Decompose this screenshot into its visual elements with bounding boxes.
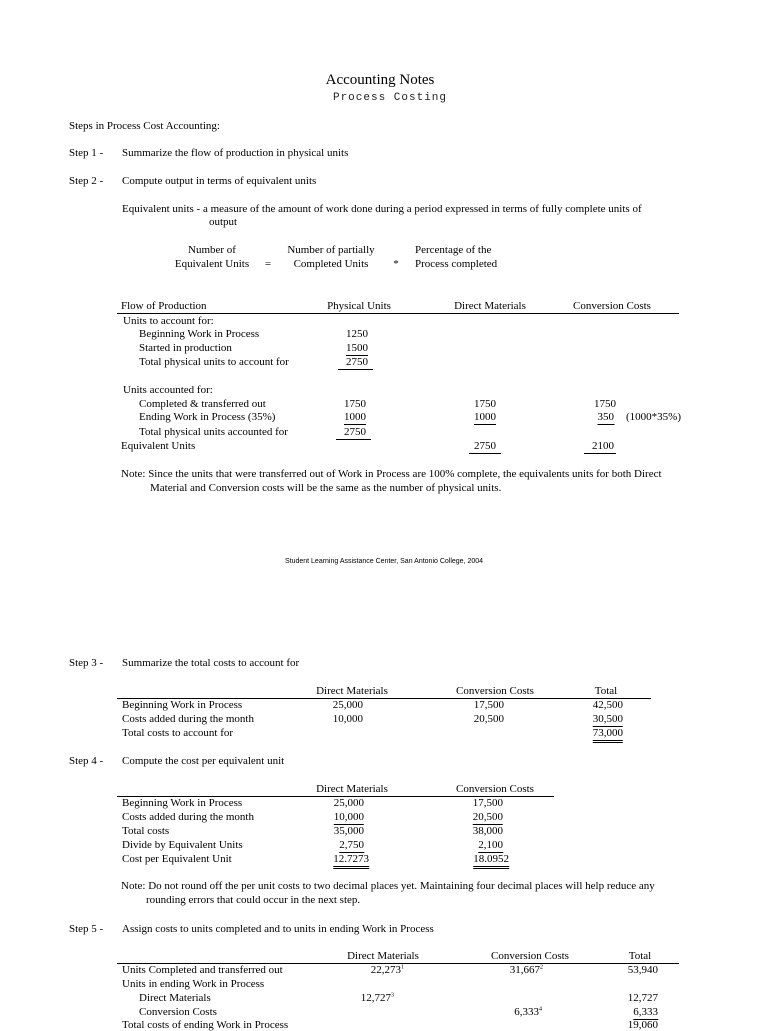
t3-header-total: Total [594, 685, 618, 697]
step3-text: Summarize the total costs to account for [122, 657, 300, 669]
flow-equivalent-label: Equivalent Units [121, 440, 196, 452]
flow-header-dm: Direct Materials [454, 300, 526, 312]
t5-row-label: Total costs of ending Work in Process [122, 1019, 289, 1031]
note2-line2: rounding errors that could occur in the next step. [146, 894, 361, 906]
t4-row-label: Cost per Equivalent Unit [122, 853, 232, 865]
t5-row-total: 53,940 [627, 964, 658, 976]
formula-b1: Number of partially [287, 244, 375, 256]
t3-row-cc: 20,500 [473, 713, 504, 725]
flow-row-dm: 1750 [474, 398, 496, 410]
t4-header-dm: Direct Materials [316, 783, 388, 795]
t3-row-label: Beginning Work in Process [122, 699, 243, 711]
t3-row-label: Total costs to account for [122, 727, 234, 739]
t5-row-total: 19,060 [627, 1019, 658, 1031]
flow-header-physical: Physical Units [327, 300, 391, 312]
t4-row-dm: 25,000 [333, 797, 364, 809]
flow-accounted-label: Units accounted for: [123, 384, 213, 396]
formula-c2: Process completed [415, 258, 498, 270]
t5-row-dm: 12,727$^3$ [360, 992, 394, 1004]
flow-header-cc: Conversion Costs [573, 300, 651, 312]
flow-row-label: Total physical units to account for [139, 356, 289, 368]
flow-equivalent-cc: 2100 [592, 440, 614, 452]
flow-row-label: Completed & transferred out [139, 398, 266, 410]
t4-row-cc: 2,100 [478, 839, 503, 851]
flow-row-note: (1000*35%) [626, 411, 681, 423]
t4-row-dm: 10,000 [333, 811, 364, 823]
t4-row-label: Divide by Equivalent Units [122, 839, 243, 851]
flow-row-dm: 1000 [474, 411, 496, 423]
t4-row-cc: 38,000 [472, 825, 503, 837]
step2-text: Compute output in terms of equivalent units [122, 175, 317, 187]
t3-row-total: 73,000 [593, 728, 623, 743]
step1-text: Summarize the flow of production in physical units [122, 147, 349, 159]
t4-row-label: Beginning Work in Process [122, 797, 243, 809]
t5-row-label: Conversion Costs [139, 1006, 217, 1018]
page-title: Accounting Notes [325, 72, 435, 88]
t3-row-dm: 25,000 [332, 699, 363, 711]
t5-header-cc: Conversion Costs [491, 950, 569, 962]
step3-label: Step 3 - [69, 657, 104, 669]
t5-header-total: Total [628, 950, 652, 962]
t3-header-dm: Direct Materials [316, 685, 388, 697]
t5-row-total: 12,727 [627, 992, 658, 1004]
t5-row-cc: 6,333$^4$ [514, 1006, 542, 1018]
flow-row-cc: 350 [597, 411, 614, 423]
t4-row-dm: 35,000 [333, 825, 364, 837]
flow-header-flow: Flow of Production [121, 300, 207, 312]
flow-equivalent-dm: 2750 [474, 440, 496, 452]
formula-a2: Equivalent Units [174, 258, 250, 270]
flow-row-physical: 1750 [344, 398, 366, 410]
formula-multiply: * [393, 258, 399, 270]
formula-b2: Completed Units [293, 258, 369, 270]
flow-row-physical: 2750 [346, 356, 368, 368]
t5-row-label: Units Completed and transferred out [122, 964, 283, 976]
definition-line1: Equivalent units - a measure of the amount of work done during a period expressed in terms of fully complete units of [122, 203, 642, 215]
formula-equals: = [264, 258, 272, 270]
note1-line1: Note: Since the units that were transferred out of Work in Process are 100% complete, the equivalents units for both Direct [121, 468, 662, 480]
note2-line1: Note: Do not round off the per unit costs to two decimal places yet. Maintaining four decimal places will help reduce any [121, 880, 655, 892]
flow-row-label: Beginning Work in Process [139, 328, 260, 340]
flow-row-physical: 1000 [344, 411, 366, 423]
t4-row-label: Total costs [122, 825, 170, 837]
t4-row-cc: 18.0952 [473, 854, 509, 869]
step5-text: Assign costs to units completed and to units in ending Work in Process [122, 923, 434, 935]
t4-row-dm: 12.7273 [333, 854, 369, 869]
flow-total-rule [336, 439, 371, 440]
t4-header-cc: Conversion Costs [456, 783, 534, 795]
flow-header-rule [117, 313, 679, 314]
t5-row-cc: 31,667$^2$ [509, 964, 543, 976]
flow-equivalent-rule [469, 453, 501, 454]
t3-header-cc: Conversion Costs [456, 685, 534, 697]
t5-row-total: 6,333 [633, 1006, 658, 1018]
flow-to-account-label: Units to account for: [123, 315, 214, 327]
definition-line2: output [209, 216, 238, 228]
t3-row-label: Costs added during the month [122, 713, 254, 725]
t3-row-total: 30,500 [592, 713, 623, 725]
t4-row-cc: 20,500 [472, 811, 503, 823]
flow-row-label: Total physical units accounted for [139, 426, 288, 438]
page-footer: Student Learning Assistance Center, San Antonio College, 2004 [284, 558, 484, 565]
step1-label: Step 1 - [69, 147, 104, 159]
page-subtitle: Process Costing [332, 92, 448, 104]
t4-row-dm: 2,750 [339, 839, 364, 851]
step4-label: Step 4 - [69, 755, 104, 767]
formula-c1: Percentage of the [415, 244, 492, 256]
step5-label: Step 5 - [69, 923, 104, 935]
step2-label: Step 2 - [69, 175, 104, 187]
t3-row-dm: 10,000 [332, 713, 363, 725]
flow-row-physical: 1500 [346, 342, 368, 354]
t3-row-cc: 17,500 [473, 699, 504, 711]
flow-row-label: Ending Work in Process (35%) [139, 411, 276, 423]
flow-row-physical: 1250 [346, 328, 368, 340]
t5-row-dm: 22,273$^1$ [370, 964, 404, 976]
flow-equivalent-rule [584, 453, 616, 454]
t5-header-dm: Direct Materials [347, 950, 419, 962]
formula-a1: Number of [188, 244, 236, 256]
t4-row-label: Costs added during the month [122, 811, 254, 823]
t5-row-label: Direct Materials [139, 992, 211, 1004]
flow-row-label: Started in production [139, 342, 232, 354]
flow-total-rule [338, 369, 373, 370]
flow-row-physical: 2750 [344, 426, 366, 438]
step4-text: Compute the cost per equivalent unit [122, 755, 285, 767]
intro-text: Steps in Process Cost Accounting: [69, 120, 220, 132]
t3-row-total: 42,500 [592, 699, 623, 711]
t4-row-cc: 17,500 [472, 797, 503, 809]
t5-row-label: Units in ending Work in Process [122, 978, 265, 990]
flow-row-cc: 1750 [594, 398, 616, 410]
note1-line2: Material and Conversion costs will be the same as the number of physical units. [150, 482, 502, 494]
